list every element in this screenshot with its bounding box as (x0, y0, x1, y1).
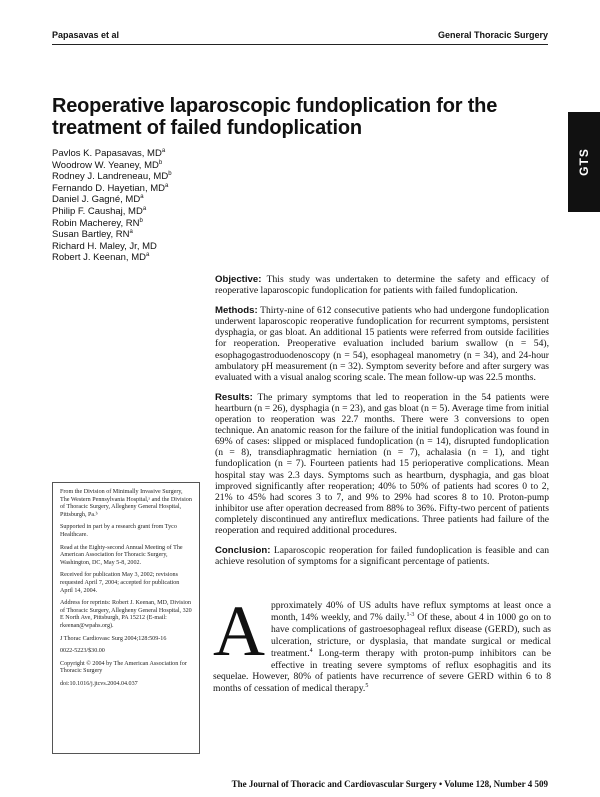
body-text-2: Of these, about 4 in 1000 go on to have complications of gastroesophageal reflux disease (GERD), such as ulceration, stricture, or dysplasia, that mandate surgical or medical treatment. (271, 611, 552, 659)
author-affiliation-mark: a (146, 252, 150, 259)
affiliation-support: Supported in part by a research grant from Tyco Healthcare. (60, 524, 177, 538)
author-item (52, 183, 172, 195)
author-name: Robin Macherey, RN (52, 217, 140, 229)
author-name: Pavlos K. Papasavas, MD (52, 148, 162, 159)
author-name: Susan Bartley, RN (52, 229, 130, 241)
author-affiliation-mark: a (165, 182, 169, 189)
author-affiliation-mark: a (142, 205, 147, 212)
author-name: Richard H. Maley, Jr, MD (52, 240, 157, 252)
affiliation-received: Received for publication May 3, 2002; revisions requested April 7, 2004; accepted for publication April 14, 2004. (60, 572, 180, 594)
author-name: Philip F. Caushaj, MD (52, 205, 143, 217)
author-affiliation-mark: a (161, 147, 166, 154)
author-item (52, 241, 172, 253)
running-head-authors: Papasavas et al (52, 30, 120, 40)
author-item (52, 252, 172, 264)
abstract-methods (215, 305, 549, 383)
author-item (52, 194, 172, 206)
running-head-section: General Thoracic Surgery (437, 30, 548, 40)
author-item (52, 206, 172, 218)
affiliation-address: Address for reprints: Robert J. Keenan, MD, Division of Thoracic Surgery, Allegheny General Hospital, 320 E North Ave, Pittsburgh, PA 15212 (E-mail: rkeenan@wpahs.org). (60, 600, 192, 629)
affiliations-box (52, 482, 200, 754)
author-affiliation-mark: b (139, 217, 143, 224)
author-name: Fernando D. Hayetian, MD (52, 182, 165, 194)
affiliation-from: From the Division of Minimally Invasive Surgery, The Western Pennsylvania Hospital,ᵃ and the Division of Thoracic Surgery, Allegheny General Hospital, Pittsburgh, Pa.ᵇ (60, 489, 192, 518)
conclusion-label: Conclusion: (215, 545, 271, 557)
copyright: Copyright © 2004 by The American Association for Thoracic Surgery (60, 660, 187, 675)
abstract-results (215, 392, 549, 536)
author-affiliation-mark: b (158, 159, 163, 166)
doi: doi:10.1016/j.jtcvs.2004.04.037 (60, 680, 138, 687)
author-name: Daniel J. Gagné, MD (52, 194, 141, 206)
author-affiliation-mark: a (140, 194, 144, 201)
author-item (52, 160, 172, 172)
abstract-objective (215, 274, 549, 296)
body-text (213, 591, 552, 695)
intro-text: pproximately 40% of US adults have reflux symptoms at least once a month, 14% weekly, and 7% daily. (271, 600, 551, 623)
methods-text: Thirty-nine of 612 consecutive patients who had undergone fundoplication underwent laparoscopic reoperative fundoplication for recurrent symptoms, persistent dysphagia, or gas bloat. An additional 15 patients were referred from outside facilities for reoperation. Preoperative evaluation included barium swallow (n = 54), esophagogastroduodenoscopy (n = 54), esophageal manometry (n = 34), and 24-hour ambulatory pH measurement (n = 32). Symptom severity before and after surgery was evaluated with a visual analog scoring scale. The mean follow-up was 22.5 months. (215, 305, 550, 383)
author-name: Woodrow W. Yeaney, MD (52, 159, 159, 171)
objective-text: This study was undertaken to determine the safety and efficacy of reoperative laparoscopic fundoplication for patients with failed fundoplication. (215, 274, 549, 297)
citation: 5 (365, 683, 369, 690)
author-name: Rodney J. Landreneau, MD (52, 171, 169, 183)
citation: 4 (309, 647, 313, 654)
body-text-3: Long-term therapy with proton-pump inhibitors can be effective in treating severe symptoms of reflux esophagitis and its sequelae. However, 80% of patients have recurrence of severe GERD within 6 to 8 months of cessation of medical therapy. (213, 647, 551, 695)
author-affiliation-mark: a (129, 229, 133, 235)
affiliation-meeting: Read at the Eighty-second Annual Meeting of The American Association for Thoracic Surgery, Washington, DC, May 5-8, 2002. (60, 544, 183, 566)
results-label: Results: (215, 391, 253, 403)
conclusion-text: Laparoscopic reoperation for failed fundoplication is feasible and can achieve resolution of symptoms for a significant percentage of patients. (215, 545, 549, 568)
author-item (52, 148, 172, 160)
drop-cap: A (213, 591, 265, 671)
page-footer: The Journal of Thoracic and Cardiovascular Surgery • Volume 128, Number 4 509 (231, 779, 548, 789)
author-item (52, 171, 172, 183)
methods-label: Methods: (215, 305, 258, 317)
author-item (52, 218, 172, 230)
article-title: Reoperative laparoscopic fundoplication for the treatment of failed fundoplication (52, 95, 498, 139)
author-item (52, 229, 172, 241)
header-divider (52, 44, 548, 45)
abstract (215, 274, 549, 576)
journal-reference: J Thorac Cardiovasc Surg 2004;128:509-16 (60, 635, 167, 642)
results-text: The primary symptoms that led to reoperation in the 54 patients were heartburn (n = 26), dysphagia (n = 23), and gas bloat (n = 5). Average time from initial operation to reoperation was 22.7 months. There were 3 conversions to open technique. An anatomic reason for the failure of the initial fundoplication was found in 69% of cases: slipped or misplaced fundoplication (n = 14), disrupted fundoplication (n = 8), transdiaphragmatic herniation (n = 7), achalasia (n = 1), and tight fundoplication (n = 7). Fourteen patients had 15 perioperative complications. Mean hospital stay was 2.3 days. Symptoms such as heartburn, dysphagia, and gas bloat improved significantly after reoperation; 40% to 50% of patients had scores 0 to 2, 21% to 45% had scores 3 to 7, and 9% to 29% had scores 8 to 10. Proton-pump inhibitor use after operation decreased from 88% to 36%. Fifty-two percent of patients completely discontinued any antireflux medications. Three patients had failure of the reoperation and required additional procedures. (215, 391, 549, 536)
author-affiliation-mark: b (168, 171, 172, 178)
author-list (52, 148, 172, 264)
author-name: Robert J. Keenan, MD (52, 252, 146, 264)
objective-label: Objective: (215, 274, 262, 285)
section-tab-label: GTS (577, 148, 591, 176)
abstract-conclusion (215, 545, 549, 567)
section-tab (568, 112, 600, 212)
issn: 0022-5223/$30.00 (60, 648, 105, 655)
citation: 1-3 (406, 611, 415, 618)
